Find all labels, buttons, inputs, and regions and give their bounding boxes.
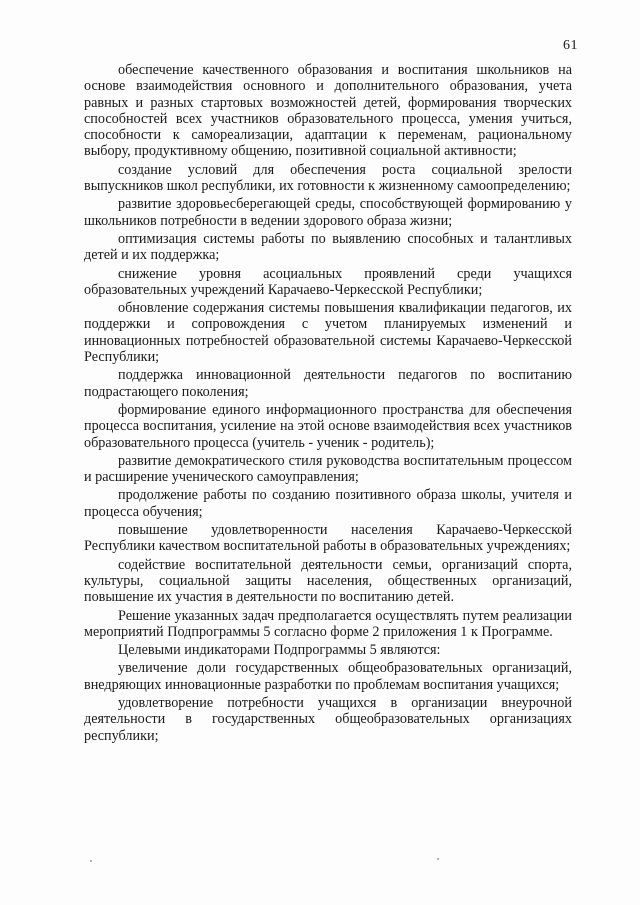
paragraph: Целевыми индикаторами Подпрограммы 5 являются:	[118, 642, 441, 659]
paragraph: развитие здоровьесберегающей среды, способствующей формированию у школьников потребности в ведении здорового образа жизни;	[84, 196, 572, 229]
scan-speck	[90, 860, 92, 862]
paragraph: создание условий для обеспечения роста социальной зрелости выпускников школ республики, их готовности к жизненному самоопределению;	[84, 161, 572, 195]
paragraph: снижение уровня асоциальных проявлений среди учащихся образовательных учреждений Карачаево-Черкесской Республики;	[84, 265, 572, 298]
scan-speck	[437, 858, 439, 860]
paragraph: содействие воспитательной деятельности семьи, организаций спорта, культуры, социальной защиты населения, общественных организаций, повышение их участия в деятельности по воспитанию детей.	[84, 556, 572, 606]
document-body	[84, 62, 572, 746]
paragraph: обновление содержания системы повышения квалификации педагогов, их поддержки и сопровождения с учетом планируемых изменений и инновационных потребностей образовательной системы Карачаево-Черкесской Республики;	[84, 300, 572, 366]
paragraph: Решение указанных задач предполагается осуществлять путем реализации мероприятий Подпрограммы 5 согласно форме 2 приложения 1 к Программе.	[84, 607, 572, 640]
paragraph: продолжение работы по созданию позитивного образа школы, учителя и процесса обучения;	[84, 487, 572, 520]
paragraph: оптимизация системы работы по выявлению способных и талантливых детей и их поддержка;	[84, 230, 572, 264]
paragraph: формирование единого информационного пространства для обеспечения процесса воспитания, усиление на этой основе взаимодействия всех участников образовательного процесса (учитель - ученик - родитель);	[84, 401, 572, 451]
paragraph: повышение удовлетворенности населения Карачаево-Черкесской Республики качеством воспитательной работы в образовательных учреждениях;	[84, 522, 572, 555]
page-number: 61	[563, 38, 578, 53]
paragraph: увеличение доли государственных общеобразовательных организаций, внедряющих инновационные разработки по проблемам воспитания учащихся;	[84, 660, 572, 693]
paragraph: поддержка инновационной деятельности педагогов по воспитанию подрастающего поколения;	[84, 367, 572, 400]
paragraph: удовлетворение потребности учащихся в организации внеурочной деятельности в государственных общеобразовательных организациях республики;	[84, 694, 572, 744]
paragraph: развитие демократического стиля руководства воспитательным процессом и расширение ученического самоуправления;	[84, 452, 572, 486]
paragraph: обеспечение качественного образования и воспитания школьников на основе взаимодействия основного и дополнительного образования, учета равных и разных стартовых возможностей детей, формирования творческих способностей всех участников образовательного процесса, умения учиться, способности к самореализации, адаптации к переменам, рациональному выбору, продуктивному общению, позитивной социальной активности;	[84, 62, 572, 160]
